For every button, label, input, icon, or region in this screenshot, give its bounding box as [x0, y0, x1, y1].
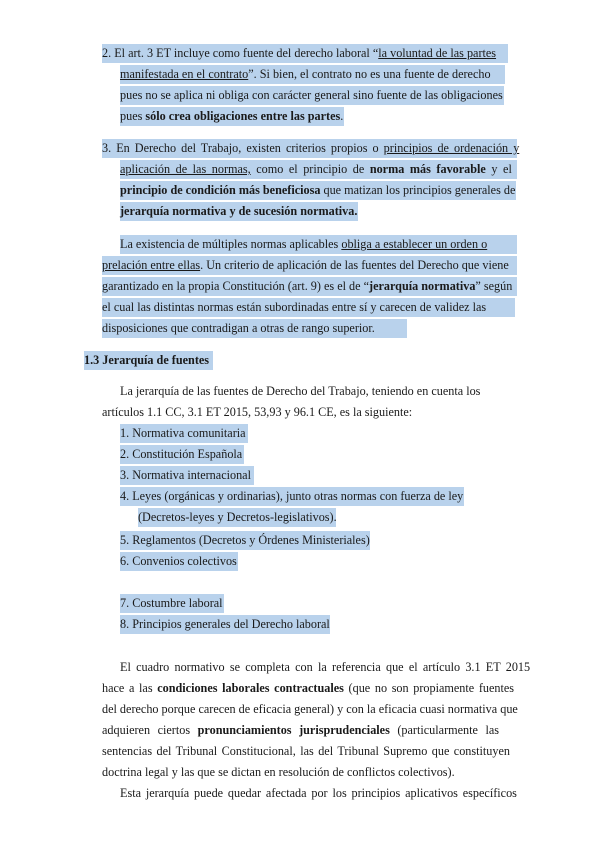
item3-bold: jerarquía normativa y de sucesión normativa. [120, 204, 358, 218]
list-item: 5. Reglamentos (Decretos y Órdenes Ministeriales) [120, 531, 370, 550]
item2-line4: pues sólo crea obligaciones entre las partes. [120, 107, 344, 126]
item3-line4 [120, 202, 358, 221]
list-item: 3. Normativa internacional [120, 466, 254, 485]
para1-bold: jerarquía normativa [369, 279, 476, 293]
para2-line3: del derecho porque carecen de eficacia general) y con la eficacia cuasi normativa que [102, 702, 518, 716]
intro-line1: La jerarquía de las fuentes de Derecho del Trabajo, teniendo en cuenta los [120, 384, 481, 398]
para2-bold: condiciones laborales contractuales [157, 681, 344, 695]
item3-bold: norma más favorable [369, 162, 486, 176]
list-item: 7. Costumbre laboral [120, 594, 224, 613]
item3-bold: principio de condición más beneficiosa [120, 183, 321, 197]
item2-line2 [120, 65, 505, 84]
para1-line4: el cual las distintas normas están subordinadas entre sí y carecen de validez las [102, 298, 515, 317]
para1-line3: garantizado en la propia Constitución (art. 9) es el de “jerarquía normativa” según [102, 277, 517, 296]
item3-underlined: principios de ordenación y [383, 141, 520, 155]
para2-line7: Esta jerarquía puede quedar afectada por los principios aplicativos específicos [120, 786, 517, 800]
section-heading: 1.3 Jerarquía de fuentes [84, 351, 213, 370]
item3-underlined: aplicación de las normas, [120, 162, 251, 176]
item2-underlined: la voluntad de las partes [378, 46, 497, 60]
item3-text: 3. En Derecho del Trabajo, existen criterios propios o [102, 141, 384, 155]
para2-line5: sentencias del Tribunal Constitucional, las del Tribunal Supremo que constituyen [102, 744, 510, 758]
para2-line6: doctrina legal y las que se dictan en resolución de conflictos colectivos). [102, 765, 455, 779]
para2-line2: hace a las condiciones laborales contractuales (que no son propiamente fuentes [102, 681, 515, 695]
item2-text: 2. El art. 3 ET incluye como fuente del derecho laboral “ [102, 46, 379, 60]
list-item: 4. Leyes (orgánicas y ordinarias), junto otras normas con fuerza de ley [120, 487, 464, 506]
item3-line1 [102, 139, 520, 158]
list-item: 8. Principios generales del Derecho laboral [120, 615, 330, 634]
intro-line2: artículos 1.1 CC, 3.1 ET 2015, 53,93 y 96.1 CE, es la siguiente: [102, 405, 413, 419]
item3-line2: aplicación de las normas, como el principio de norma más favorable y el [120, 160, 517, 179]
para2-line4: adquieren ciertos pronunciamientos jurisprudenciales (particularmente las [102, 723, 499, 737]
item2-line1 [102, 44, 508, 63]
item3-line3: principio de condición más beneficiosa que matizan los principios generales de [120, 181, 516, 200]
para2-bold: pronunciamientos jurisprudenciales [197, 723, 390, 737]
para1-line2: prelación entre ellas. Un criterio de aplicación de las fuentes del Derecho que viene [102, 256, 517, 275]
para1-underlined: prelación entre ellas [102, 258, 201, 272]
para1-line5: disposiciones que contradigan a otras de rango superior. [102, 319, 407, 338]
list-item-continuation: (Decretos-leyes y Decretos-legislativos). [138, 508, 336, 527]
list-item: 1. Normativa comunitaria [120, 424, 248, 443]
para1-underlined: obliga a establecer un orden o [341, 237, 488, 251]
item2-underlined: manifestada en el contrato [120, 67, 249, 81]
list-item: 6. Convenios colectivos [120, 552, 238, 571]
para2-line1: El cuadro normativo se completa con la referencia que el artículo 3.1 ET 2015 [120, 660, 531, 674]
item2-bold: sólo crea obligaciones entre las partes [145, 109, 341, 123]
list-item: 2. Constitución Española [120, 445, 244, 464]
item2-line3 [120, 86, 504, 105]
para1-line1: La existencia de múltiples normas aplicables obliga a establecer un orden o [120, 235, 517, 254]
item2-text: pues no se aplica ni obliga con carácter general sino fuente de las obligaciones [120, 88, 503, 102]
item2-text: ”. Si bien, el contrato no es una fuente de derecho [248, 67, 491, 81]
